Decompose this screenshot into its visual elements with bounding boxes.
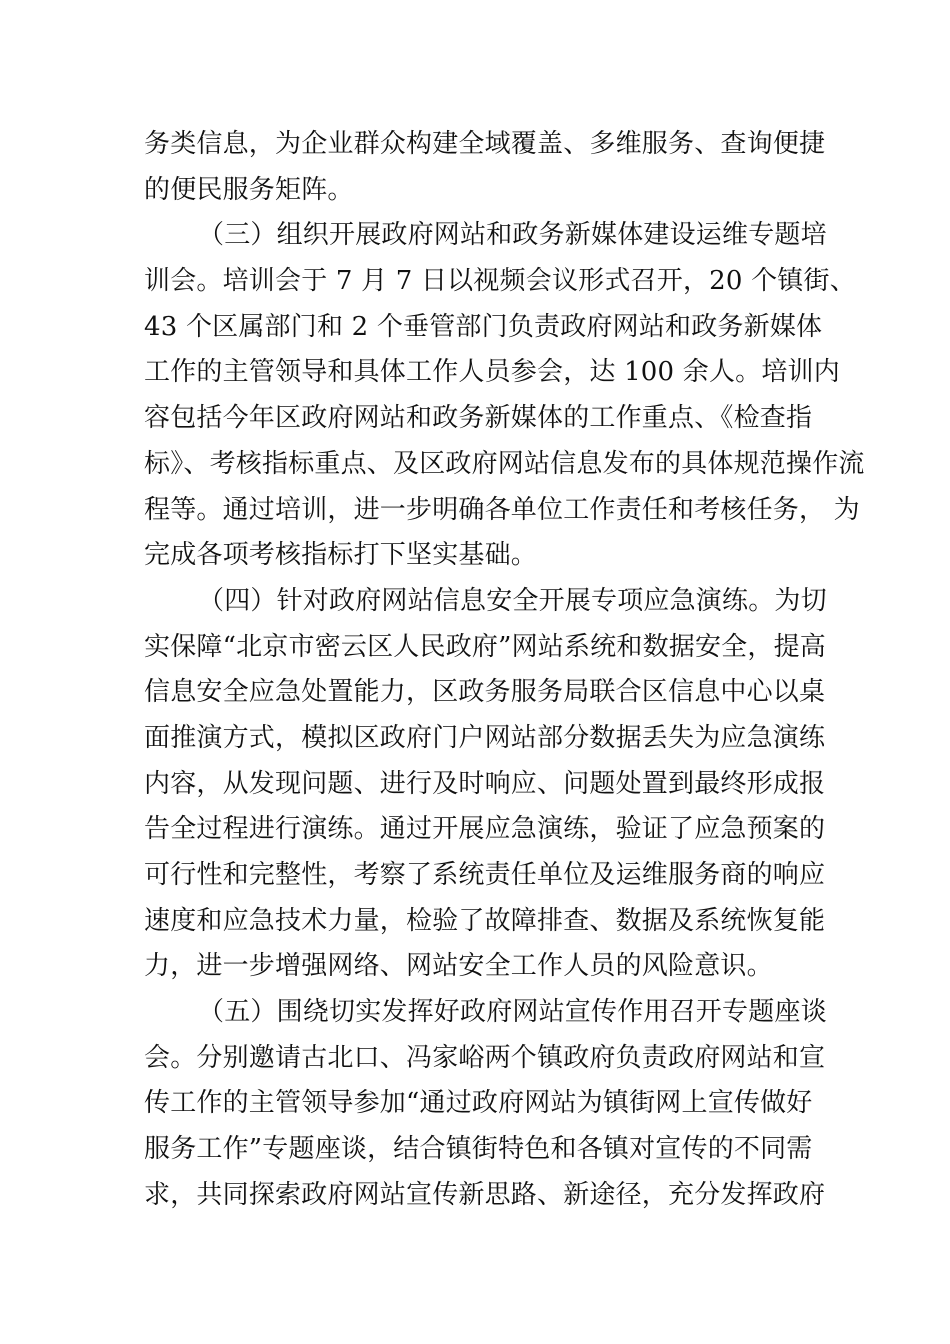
text-line: 求，共同探索政府网站宣传新思路、新途径，充分发挥政府 [144,1179,826,1210]
text-line: 力，进一步增强网络、网站安全工作人员的风险意识。 [144,951,773,982]
text-line: 实保障“北京市密云区人民政府”网站系统和数据安全，提高 [144,631,826,662]
text-line: 速度和应急技术力量，检验了故障排查、数据及系统恢复能 [144,905,826,936]
text-line: 服务工作”专题座谈，结合镇街特色和各镇对宣传的不同需 [144,1134,813,1165]
text-line: 工作的主管领导和具体工作人员参会，达 100 余人。培训内 [144,357,840,388]
text-line: 标》、考核指标重点、及区政府网站信息发布的具体规范操作流 [144,448,865,479]
text-line: 会。分别邀请古北口、冯家峪两个镇政府负责政府网站和宣 [144,1042,826,1073]
text-line: 告全过程进行演练。通过开展应急演练，验证了应急预案的 [144,814,826,845]
text-line: 传工作的主管领导参加“通过政府网站为镇街网上宣传做好 [144,1088,813,1119]
text-line: 可行性和完整性，考察了系统责任单位及运维服务商的响应 [144,860,826,890]
text-line: 43 个区属部门和 2 个垂管部门负责政府网站和政务新媒体 [144,311,823,342]
text-line: 的便民服务矩阵。 [144,174,354,205]
section-heading-line: （四）针对政府网站信息安全开展专项应急演练。为切 [198,585,827,616]
text-line: 务类信息，为企业群众构建全域覆盖、多维服务、查询便捷 [144,129,826,159]
text-line: 内容，从发现问题、进行及时响应、问题处置到最终形成报 [144,768,826,799]
text-line: 程等。通过培训，进一步明确各单位工作责任和考核任务， 为 [144,494,860,525]
text-line: 容包括今年区政府网站和政务新媒体的工作重点、《检查指 [144,403,813,434]
text-line: 完成各项考核指标打下坚实基础。 [144,540,538,571]
text-line: 训会。培训会于 7 月 7 日以视频会议形式召开，20 个镇街、 [144,266,856,297]
document-body [144,122,865,1219]
section-heading-line: （三）组织开展政府网站和政务新媒体建设运维专题培 [198,220,827,251]
text-line: 面推演方式，模拟区政府门户网站部分数据丢失为应急演练 [144,722,826,753]
section-heading-line: （五）围绕切实发挥好政府网站宣传作用召开专题座谈 [198,997,827,1028]
text-line: 信息安全应急处置能力，区政务服务局联合区信息中心以桌 [144,677,826,708]
